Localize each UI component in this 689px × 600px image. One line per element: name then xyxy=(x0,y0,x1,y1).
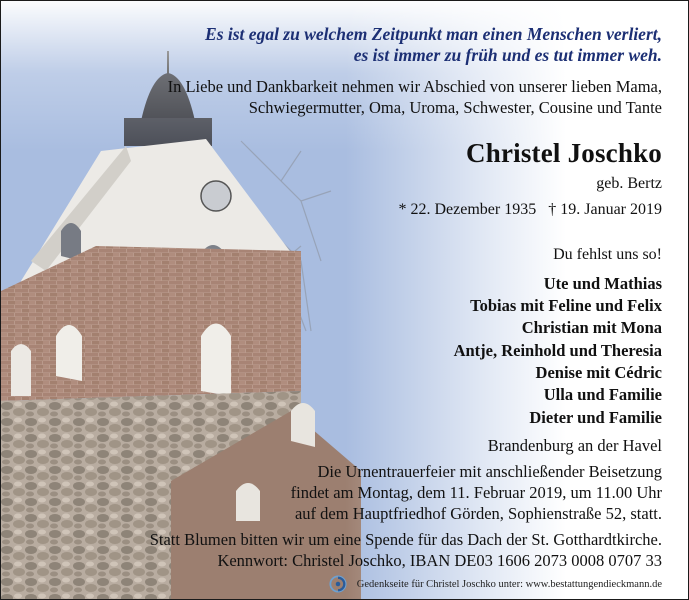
mourners-intro: Du fehlst uns so! xyxy=(553,246,662,263)
ceremony-line-2: findet am Montag, dem 11. Februar 2019, um 11.00 Uhr xyxy=(290,483,662,502)
memorial-link-text[interactable]: Gedenkseite für Christel Joschko unter: www.bestattungendieckmann.de xyxy=(356,578,662,590)
mourner-name: Ute und Mathias xyxy=(543,274,662,293)
place: Brandenburg an der Havel xyxy=(487,436,662,455)
motto-line-2: es ist immer zu früh und es tut immer weh. xyxy=(353,45,662,65)
mourner-name: Tobias mit Feline und Felix xyxy=(470,296,662,315)
motto-line-1: Es ist egal zu welchem Zeitpunkt man einen Menschen verliert, xyxy=(205,24,662,44)
mourner-name: Ulla und Familie xyxy=(543,385,662,404)
intro-line-2: Schwiegermutter, Oma, Uroma, Schwester, Cousine und Tante xyxy=(248,98,662,117)
deceased-name: Christel Joschko xyxy=(466,138,662,168)
mourner-name: Denise mit Cédric xyxy=(535,363,662,382)
donation-line-1: Statt Blumen bitten wir um eine Spende für das Dach der St. Gotthardtkirche. xyxy=(149,530,662,549)
mourner-name: Antje, Reinhold und Theresia xyxy=(453,341,662,360)
mourner-name: Dieter und Familie xyxy=(529,408,662,427)
circular-swirl-logo-icon xyxy=(329,575,347,593)
memorial-footer xyxy=(329,575,662,593)
birth-name: geb. Bertz xyxy=(596,175,662,192)
life-dates: * 22. Dezember 1935 † 19. Januar 2019 xyxy=(398,201,662,218)
donation-line-2: Kennwort: Christel Joschko, IBAN DE03 1606 2073 0008 0707 33 xyxy=(217,551,662,570)
intro-line-1: In Liebe und Dankbarkeit nehmen wir Abschied von unserer lieben Mama, xyxy=(167,77,662,96)
ceremony-line-3: auf dem Hauptfriedhof Görden, Sophienstraße 52, statt. xyxy=(294,504,662,523)
ceremony-line-1: Die Urnentrauerfeier mit anschließender Beisetzung xyxy=(317,462,662,481)
mourner-name: Christian mit Mona xyxy=(521,318,662,337)
